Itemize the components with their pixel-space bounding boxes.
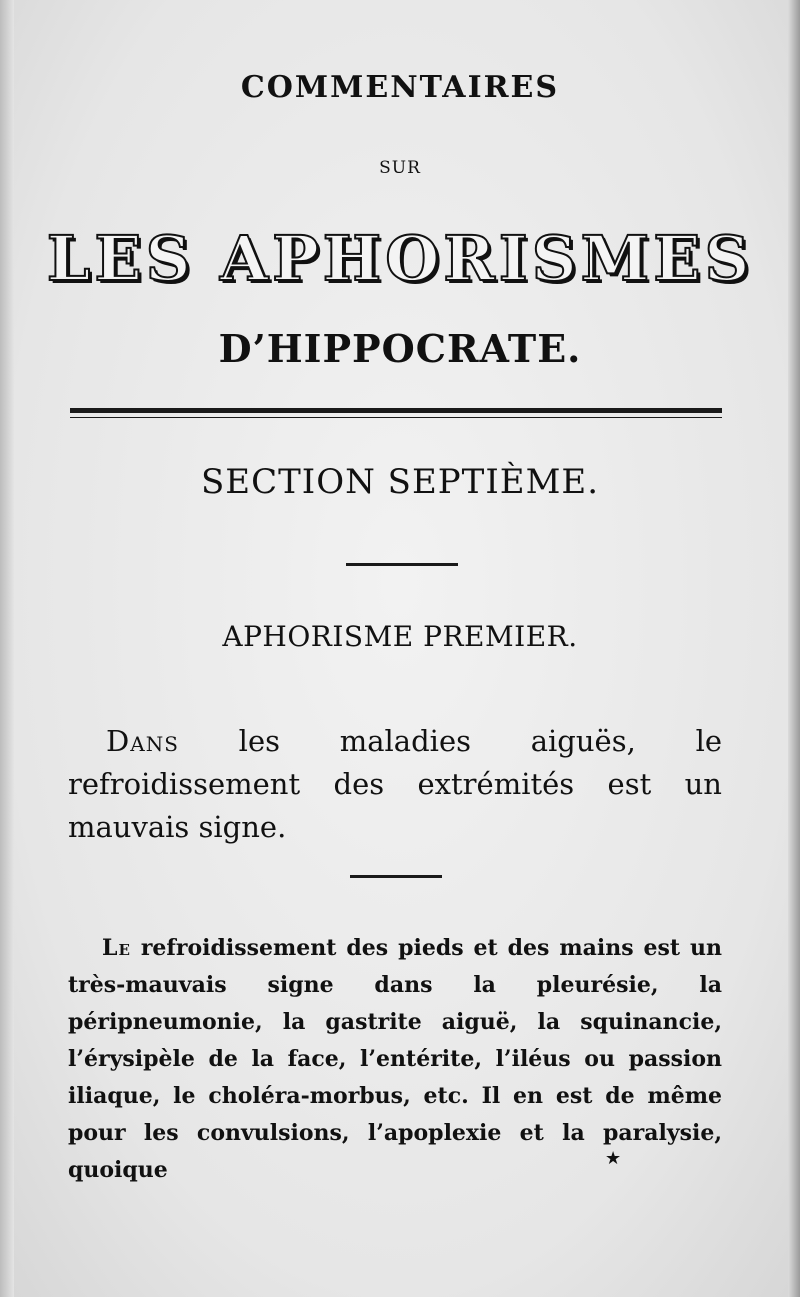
heading-les-aphorismes: LES APHORISMES [46, 222, 754, 295]
aphorism-body: les maladies aiguës, le refroidissement des extrémités est un mauvais signe. [68, 724, 723, 844]
commentary-text [68, 930, 722, 1189]
section-title: SECTION SEPTIÈME. [200, 462, 600, 502]
heading-commentaires: COMMENTAIRES [240, 70, 560, 105]
aphorism-divider [350, 875, 442, 878]
heading-sur: SUR [379, 158, 421, 178]
heading-hippocrate: D’HIPPOCRATE. [218, 326, 582, 371]
aphorism-title: APHORISME PREMIER. [222, 620, 578, 653]
commentary-lead: Le [102, 935, 131, 961]
aphorism-lead: Dans [106, 724, 179, 758]
double-rule-thick [70, 408, 722, 413]
signature-mark: ★ [605, 1148, 622, 1169]
commentary-body: refroidissement des pieds et des mains est un très-mauvais signe dans la pleurésie, la péripneumonie, la gastrite aiguë, la squinancie, l’érysipèle de la face, l’entérite, l’iléus ou passion iliaque, le choléra-morbus, etc. Il en est de même pour les convulsions, l’apoplexie et la paralysie, quoique [68, 935, 722, 1183]
double-rule-thin [70, 417, 722, 418]
section-divider [346, 563, 458, 566]
aphorism-text [68, 720, 722, 849]
